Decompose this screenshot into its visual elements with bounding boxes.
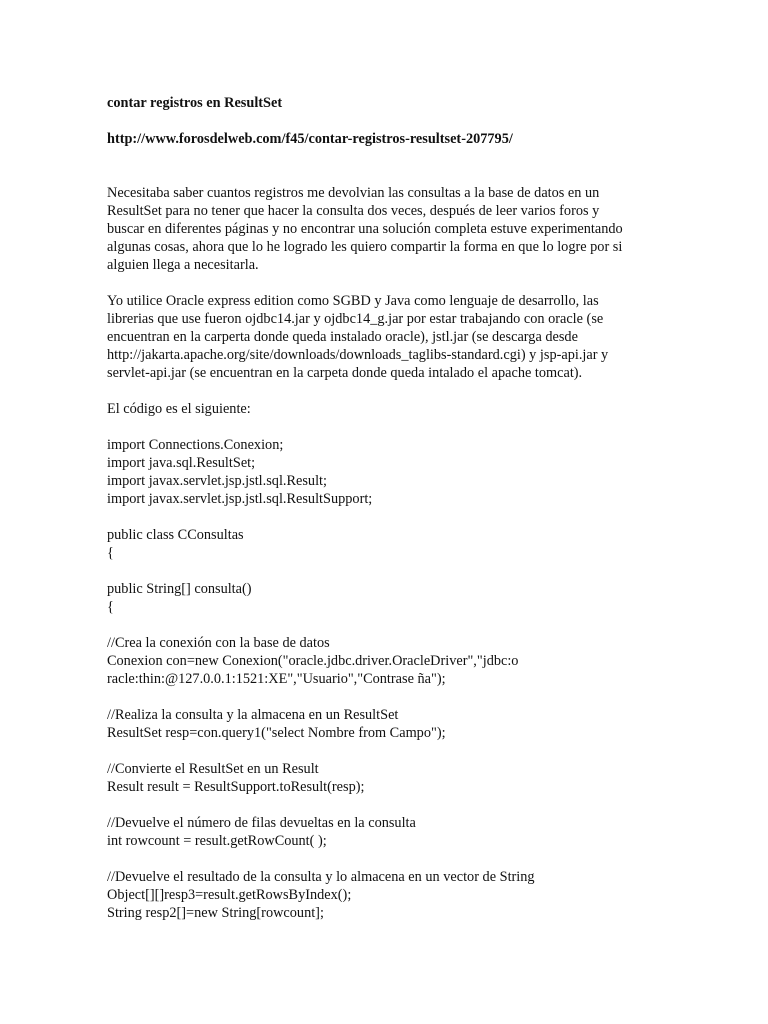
text-line: algunas cosas, ahora que lo he logrado les quiero compartir la forma en que lo logre por si: [107, 239, 623, 255]
query-code-block: [107, 706, 667, 742]
code-line: //Crea la conexión con la base de datos: [107, 635, 330, 651]
text-line: ResultSet para no tener que hacer la consulta dos veces, después de leer varios foros y: [107, 203, 600, 219]
code-line: {: [107, 599, 114, 615]
imports-block: [107, 436, 667, 508]
code-line: import javax.servlet.jsp.jstl.sql.Result;: [107, 473, 327, 489]
rowcount-code-block: [107, 814, 667, 850]
code-line: public class CConsultas: [107, 527, 244, 543]
document-title: contar registros en ResultSet: [107, 95, 283, 111]
text-line: Yo utilice Oracle express edition como SGBD y Java como lenguaje de desarrollo, las: [107, 293, 599, 309]
code-line: racle:thin:@127.0.0.1:1521:XE","Usuario","Contrase ña");: [107, 671, 446, 687]
text-line: Necesitaba saber cuantos registros me devolvian las consultas a la base de datos en un: [107, 185, 600, 201]
code-line: Object[][]resp3=result.getRowsByIndex();: [107, 887, 352, 903]
code-line: ResultSet resp=con.query1("select Nombre from Campo");: [107, 725, 446, 741]
code-line: String resp2[]=new String[rowcount];: [107, 905, 324, 921]
code-line: Conexion con=new Conexion("oracle.jdbc.driver.OracleDriver","jdbc:o: [107, 653, 519, 669]
text-line: http://jakarta.apache.org/site/downloads/downloads_taglibs-standard.cgi) y jsp-api.jar y: [107, 347, 609, 363]
code-line: {: [107, 545, 114, 561]
code-line: import java.sql.ResultSet;: [107, 455, 256, 471]
environment-paragraph: [107, 292, 667, 382]
code-intro-text: El código es el siguiente:: [107, 401, 251, 417]
document-content: [107, 94, 667, 922]
code-line: public String[] consulta(): [107, 581, 252, 597]
code-line: //Devuelve el resultado de la consulta y lo almacena en un vector de String: [107, 869, 535, 885]
code-line: Result result = ResultSupport.toResult(resp);: [107, 779, 365, 795]
text-line: buscar en diferentes páginas y no encontrar una solución completa estuve experimentando: [107, 221, 623, 237]
code-line: import javax.servlet.jsp.jstl.sql.ResultSupport;: [107, 491, 373, 507]
text-line: encuentran en la carperta donde queda instalado oracle), jstl.jar (se descarga desde: [107, 329, 578, 345]
code-line: //Realiza la consulta y la almacena en un ResultSet: [107, 707, 399, 723]
intro-paragraph: [107, 184, 667, 274]
class-declaration: [107, 526, 667, 562]
convert-code-block: [107, 760, 667, 796]
text-line: librerias que use fueron ojdbc14.jar y ojdbc14_g.jar por estar trabajando con oracle (se: [107, 311, 604, 327]
source-link[interactable]: http://www.forosdelweb.com/f45/contar-registros-resultset-207795/: [107, 131, 513, 147]
connection-code-block: [107, 634, 667, 688]
code-line: int rowcount = result.getRowCount( );: [107, 833, 327, 849]
code-line: //Convierte el ResultSet en un Result: [107, 761, 319, 777]
code-line: //Devuelve el número de filas devueltas en la consulta: [107, 815, 416, 831]
text-line: servlet-api.jar (se encuentran en la carpeta donde queda intalado el apache tomcat).: [107, 365, 583, 381]
text-line: alguien llega a necesitarla.: [107, 257, 259, 273]
code-line: import Connections.Conexion;: [107, 437, 284, 453]
result-code-block: [107, 868, 667, 922]
method-declaration: [107, 580, 667, 616]
